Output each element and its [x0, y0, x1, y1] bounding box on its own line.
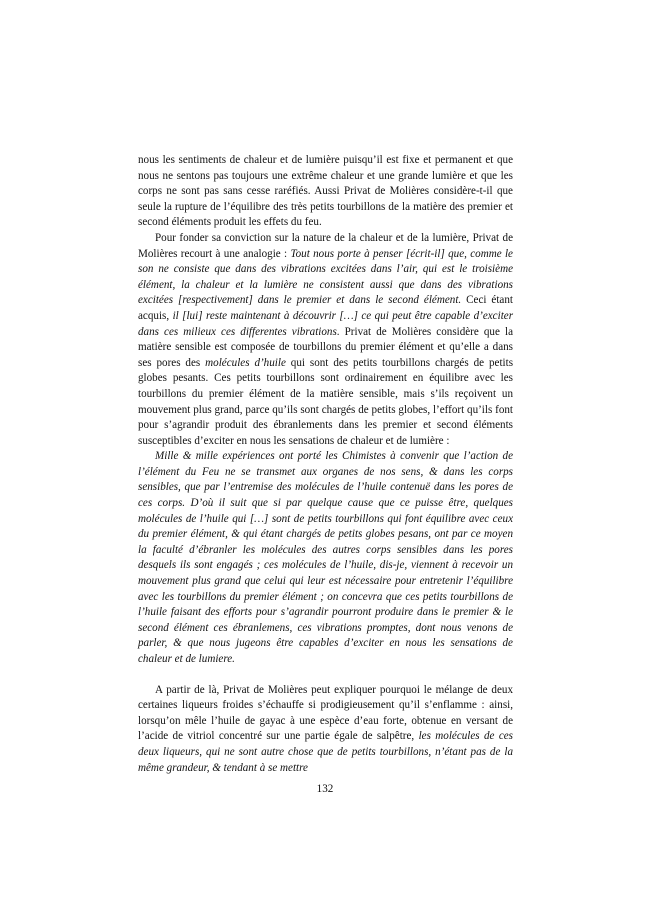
paragraph-2-seg-2: Tout nous porte à penser [écrit-il] que, comme le son ne consiste que dans des vibrations excitées dans l’air, qui est le troisième élément, la chaleur et la lumière ne consistent aussi que dans des vibrations excitées [respectivement] dans le premier et dans le second élément. [138, 247, 513, 307]
paragraph-4-seg-2: les molécules de ces deux liqueurs, qui ne sont autre chose que de petits tourbillons, n’étant pas de la même grandeur, & tendant à se mettre [138, 730, 513, 774]
paragraph-2-seg-4: il [lui] reste maintenant à découvrir […] ce qui peut être capable d’exciter dans ces milieux ces differentes vibrations [138, 309, 514, 338]
paragraph-spacer [138, 668, 513, 683]
paragraph-2-seg-1: Pour fonder sa conviction sur la nature de la chaleur et de la lumière, Privat de Molières recourt à une analogie : [138, 231, 513, 260]
paragraph-1 [138, 153, 513, 231]
paragraph-2-seg-3: Ceci étant acquis, [138, 294, 513, 322]
paragraph-2-seg-7: qui sont des petits tourbillons chargés de petits globes pesants. Ces petits tourbillons sont ordinairement en équilibre avec les tourbillons du premier élément de la matière sensible, mais s’ils reçoivent un mouvement plus grand, parce qu’ils sont chargés de petits globes, l’effort qu’ils font pour s’agrandir produit des ébranlements dans les premier et second éléments susceptibles d’exciter en nous les sensations de chaleur et de lumière : [138, 356, 514, 447]
paragraph-4 [138, 683, 513, 777]
paragraph-1-text: nous les sentiments de chaleur et de lumière puisqu’il est fixe et permanent et que nous ne sentons pas toujours une extrême chaleur et une grande lumière et que les corps ne sont pas sans cesse raréfiés. Aussi Privat de Molières considère-t-il que seule la rupture de l’équilibre des très petits tourbillons de la matière des premier et second éléments produit les effets du feu. [138, 154, 513, 229]
paragraph-2-seg-6: molécules d’huile [205, 356, 286, 369]
page-number: 132 [316, 783, 334, 795]
block-quotation: Mille & mille expériences ont porté les Chimistes à convenir que l’action de l’élément du Feu ne se transmet aux organes de nos sens, & dans les corps sensibles, que par l’entremise des molécules de l’huile contenuë dans les pores de ces corps. D’où il suit que si par quelque cause que ce puisse être, quelques molécules de l’huile qui […] sont de petits tourbillons qui font équilibre avec ceux du premier élément, & qui étant chargés de petits globes pesans, ont par ce moyen la faculté d’ébranler les molécules des autres corps sensibles dans les pores desquels ils sont engagés ; ces molécules de l’huile, dis-je, viennent à recevoir un mouvement plus grand que celui qui leur est nécessaire pour entretenir l’équilibre avec les tourbillons du premier élément ; on concevra que ces petits tourbillons de l’huile faisant des efforts pour s’agrandir pourront produire dans le premier & le second élément ces ébranlemens, ces vibrations promptes, dont nous venons de parler, & que nous jugeons être capables d’exciter en nous les sensations de chaleur et de lumiere. [138, 450, 513, 665]
page-text-block [138, 153, 513, 776]
paragraph-2 [138, 231, 513, 449]
paragraph-2-seg-5: . Privat de Molières considère que la matière sensible est composée de tourbillons du premier élément et qu’elle a dans ses pores des [138, 325, 513, 369]
paragraph-4-seg-1: A partir de là, Privat de Molières peut expliquer pourquoi le mélange de deux certaines liqueurs froides s’échauffe si prodigieusement qu’il s’enflamme : ainsi, lorsqu’on mêle l’huile de gayac à une espèce d’eau forte, obtenue en versant de l’acide de vitriol concentré sur une partie égale de salpêtre, [138, 683, 513, 743]
